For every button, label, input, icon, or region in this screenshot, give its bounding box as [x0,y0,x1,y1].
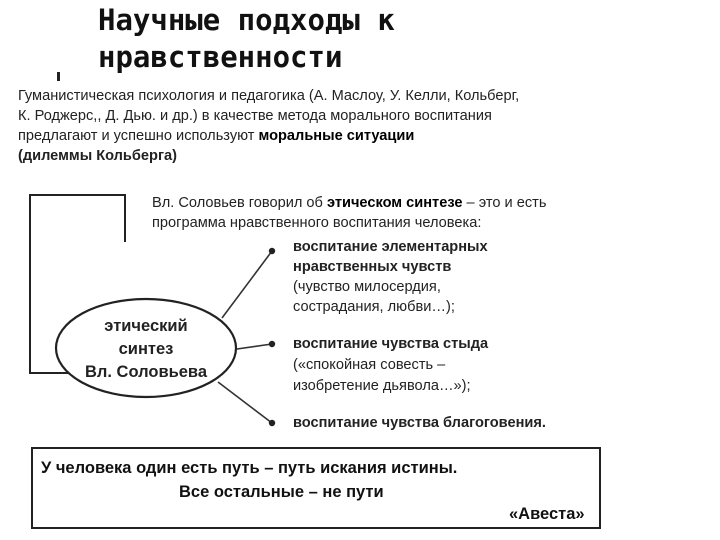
soloviev-bold-phrase: этическом синтезе [326,195,463,211]
quote-line-2: Все остальные – не пути [179,483,384,501]
connector-line-1 [222,251,272,318]
soloviev-line-2: программа нравственного воспитания человека: [152,215,482,231]
bullet-dot-3 [269,420,275,426]
bullet-1-detail-line-2: сострадания, любви…); [293,299,455,315]
bullet-2-detail-line-2: изобретение дьявола…»); [293,378,471,394]
bullet-3-heading: воспитание чувства благоговения. [293,415,546,431]
intro-bold-phrase: моральные ситуации [258,128,415,144]
bullet-1-heading-line-2: нравственных чувств [293,259,452,275]
title-line-2: нравственности [98,40,343,74]
bullet-2-heading: воспитание чувства стыда [293,336,489,352]
quote-line-1: У человека один есть путь – путь искания истины. [41,459,458,477]
intro-line-2: К. Роджерс,, Д. Дью. и др.) в качестве метода морального воспитания [18,108,492,124]
bullet-2-detail-line-1: («спокойная совесть – [293,357,446,373]
bullet-1-detail-line-1: (чувство милосердия, [293,279,441,295]
connector-line-3 [218,382,272,423]
bullet-dot-1 [269,248,275,254]
quote-box [31,447,601,529]
ellipse-label-line-1: этический [104,317,188,335]
intro-line-3-text: предлагают и успешно используют [18,128,259,144]
title-line-1: Научные подходы к [98,3,395,37]
soloviev-line-1-post: – это и есть [462,195,547,211]
ellipse-label-line-2: синтез [118,340,174,358]
intro-line-1: Гуманистическая психология и педагогика (А. Маслоу, У. Келли, Кольберг, [18,88,520,104]
intro-line-4: (дилеммы Кольберга) [18,148,178,164]
bullet-1-heading-line-1: воспитание элементарных [293,239,488,255]
ellipse-label-line-3: Вл. Соловьева [84,363,208,381]
soloviev-line-1 [152,195,546,211]
soloviev-line-1-pre: Вл. Соловьев говорил об [152,195,327,211]
quote-source: «Авеста» [509,505,585,523]
bullet-dot-2 [269,341,275,347]
